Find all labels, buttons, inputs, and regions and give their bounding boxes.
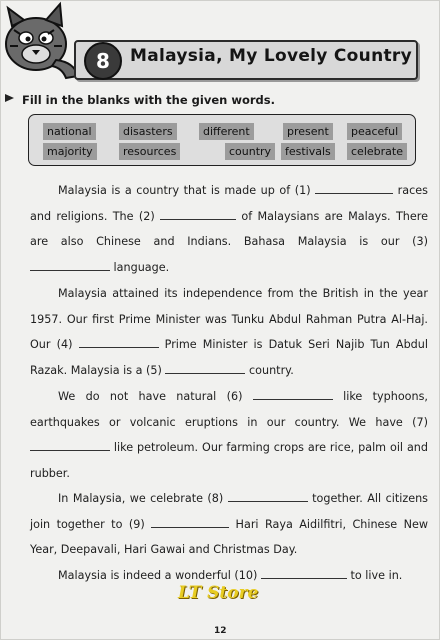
passage-text: like petroleum. Our farming crops are rice, palm oil and rubber. bbox=[30, 441, 428, 481]
word-bank bbox=[28, 114, 416, 166]
blank-5 bbox=[165, 363, 245, 374]
passage-text: Malaysia is indeed a wonderful (10) bbox=[58, 569, 261, 582]
passage-text: Malaysia attained its independence from the British in the year 1957. Our first Prime Minister was Tunku Abdul Rahman Putra Al-Haj. Our (4) bbox=[30, 287, 428, 352]
page-number: 12 bbox=[214, 626, 227, 636]
blank-6 bbox=[253, 389, 333, 400]
unit-number-badge: 8 bbox=[84, 42, 122, 80]
paragraph-2 bbox=[30, 281, 428, 384]
paragraph-3 bbox=[30, 384, 428, 487]
blank-10 bbox=[261, 568, 347, 579]
word-chip: peaceful bbox=[347, 123, 402, 140]
dotted-divider bbox=[0, 68, 440, 80]
passage-text: In Malaysia, we celebrate (8) bbox=[58, 492, 228, 505]
instruction-text: Fill in the blanks with the given words. bbox=[22, 93, 275, 107]
passage-text: language. bbox=[110, 261, 170, 275]
blank-8 bbox=[228, 491, 308, 502]
store-watermark: LT Store bbox=[178, 583, 259, 603]
paragraph-4 bbox=[30, 486, 428, 563]
blank-4 bbox=[79, 337, 159, 348]
blank-7 bbox=[30, 440, 110, 451]
word-chip: disasters bbox=[119, 123, 177, 140]
passage-text: of Malaysians are Malays. There are also Chinese and Indians. Bahasa Malaysia is our (3) bbox=[30, 209, 428, 249]
word-chip: celebrate bbox=[347, 143, 407, 160]
passage-text: races and religions. The (2) bbox=[30, 184, 429, 223]
passage-text: Prime Minister is Datuk Seri Najib Tun Abdul Razak. Malaysia is a (5) bbox=[30, 338, 428, 378]
passage-text: country. bbox=[245, 364, 294, 378]
page-title: Malaysia, My Lovely Country bbox=[130, 46, 412, 66]
word-chip: majority bbox=[43, 143, 97, 160]
passage-text: Hari Raya Aidilfitri, Chinese New Year, Deepavali, Hari Gawai and Christmas Day. bbox=[30, 517, 428, 557]
word-chip: country bbox=[225, 143, 275, 160]
word-chip: different bbox=[199, 123, 254, 140]
blank-9 bbox=[151, 517, 229, 528]
word-chip: resources bbox=[119, 143, 180, 160]
word-chip: national bbox=[43, 123, 96, 140]
word-chip: present bbox=[283, 123, 333, 140]
passage-text: like typhoons, earthquakes or volcanic eruptions in our country. We have (7) bbox=[30, 390, 428, 429]
blank-2 bbox=[160, 209, 236, 220]
paragraph-1 bbox=[30, 178, 428, 281]
passage-text: together. All citizens join together to (9) bbox=[30, 492, 429, 531]
arrow-icon bbox=[3, 91, 17, 105]
passage-text: Malaysia is a country that is made up of (1) bbox=[58, 184, 316, 197]
blank-1 bbox=[315, 183, 393, 194]
word-chip: festivals bbox=[281, 143, 335, 160]
passage-text: We do not have natural (6) bbox=[58, 390, 253, 403]
blank-3 bbox=[30, 260, 110, 271]
passage-text: to live in. bbox=[346, 569, 403, 582]
